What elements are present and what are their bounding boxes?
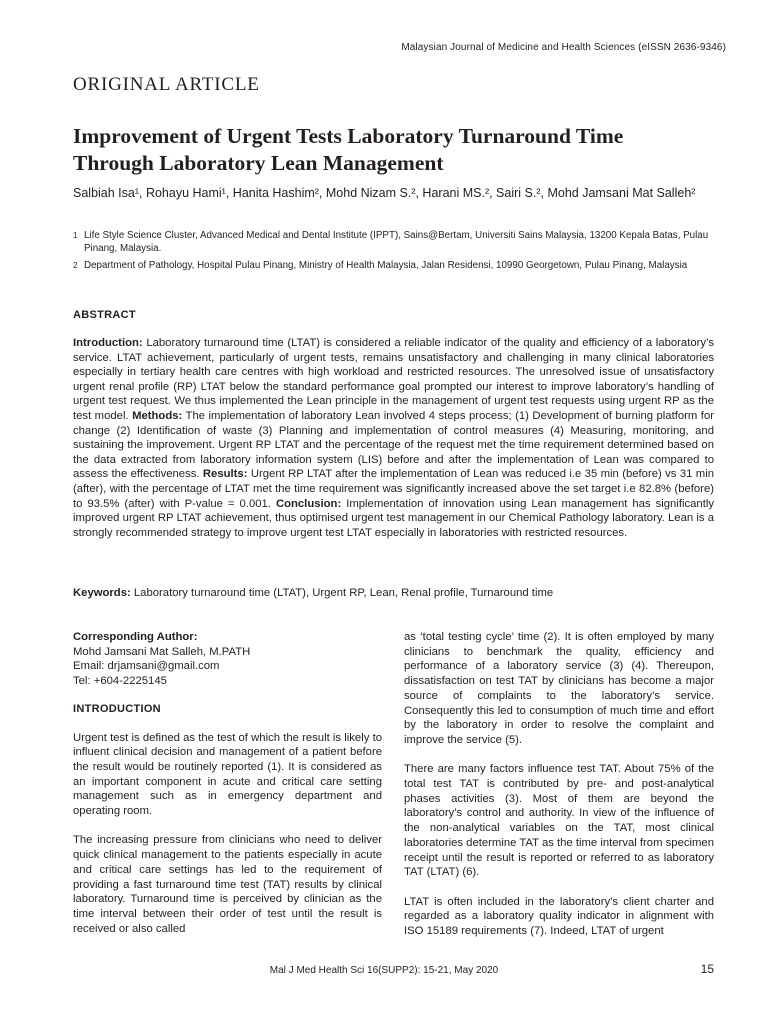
affiliation-number: 1 — [73, 231, 78, 240]
intro-paragraph-2: The increasing pressure from clinicians who need to deliver quick clinical management to the patients especially in acute and critical care settings has led to the requirement of providing a fast turnaround time test (TAT) results by clinical laboratory. Turnaround time is perceived by clinician as the time interval between their order of test until the result is received or also called — [73, 834, 382, 935]
methods-label: Methods: — [132, 409, 183, 422]
conclusion-text: Implementation of innovation using Lean management has significantly improved urgent RP LTAT achievement, thus optimised urgent test management in our Chemical Pathology laboratory. Lean is a strongly recommended strategy to improve urgent test LTAT especially in laboratories with restricted resources. — [73, 497, 714, 539]
affiliation-number: 2 — [73, 261, 78, 270]
page-number: 15 — [700, 962, 714, 976]
corresponding-email: Email: drjamsani@gmail.com — [73, 660, 220, 673]
article-type: ORIGINAL ARTICLE — [73, 74, 260, 95]
corresponding-phone: Tel: +604-2225145 — [73, 675, 167, 688]
article-title — [73, 123, 718, 177]
intro-paragraph-5: LTAT is often included in the laboratory’s client charter and regarded as a laboratory quality indicator in alignment with ISO 15189 requirements (7). Indeed, LTAT of urgent — [404, 895, 714, 938]
corresponding-heading: Corresponding Author: — [73, 631, 198, 643]
intro-paragraph-1: Urgent test is defined as the test of which the result is likely to influent clinical decision and management of a patient before the result would be routinely reported (1). It is considered as an important component in acute and critical care setting management such as in emergency department and operating room. — [73, 731, 382, 818]
affiliations — [73, 229, 718, 276]
abstract-body — [73, 336, 714, 540]
title-line-1: Improvement of Urgent Tests Laboratory Turnaround Time — [73, 124, 624, 148]
corresponding-name: Mohd Jamsani Mat Salleh, M.PATH — [73, 645, 251, 658]
right-column — [404, 630, 714, 953]
abstract-heading: ABSTRACT — [73, 309, 136, 321]
keywords-label: Keywords: — [73, 587, 131, 599]
intro-paragraph-3: as ‘total testing cycle’ time (2). It is often employed by many clinicians to benchmark the quality, efficiency and performance of a laboratory service (3) (4). Thereupon, dissatisfaction on test TAT by clinicians has become a major source of complaints to the laboratory’s service. Consequently this led to consumption of much time and effort by the laboratory in order to resolve the complaint and improve the service (5). — [404, 631, 714, 746]
keywords — [73, 586, 714, 600]
left-column — [73, 630, 382, 951]
affiliation-2 — [73, 259, 718, 272]
affiliation-text: Department of Pathology, Hospital Pulau Pinang, Ministry of Health Malaysia, Jalan Residensi, 10990 Georgetown, Pulau Pinang, Malaysia — [84, 260, 688, 271]
journal-header: Malaysian Journal of Medicine and Health Sciences (eISSN 2636-9346) — [401, 42, 726, 53]
intro-text: Laboratory turnaround time (LTAT) is considered a reliable indicator of the quality and efficiency of a laboratory’s service. LTAT achievement, particularly of urgent tests, remains unsatisfactory and challenging in many clinical laboratories especially in tertiary health care centres with high workload and restricted resources. The unresolved issue of unsatisfactory urgent renal profile (RP) LTAT below the standard performance goal prompted our interest to improve laboratory’s handling of urgent test request. We thus implemented the Lean principle in the management of urgent test requests using urgent RP as the test model. — [73, 337, 714, 422]
introduction-heading: INTRODUCTION — [73, 702, 161, 715]
intro-label: Introduction: — [73, 337, 143, 349]
results-text: Urgent RP LTAT after the implementation of Lean was reduced i.e 35 min (before) vs 31 min (after), with the percentage of LTAT met the time requirement was significantly increased above the set target i.e 82.8% (before) to 93.5% (after) with P-value = 0.001. — [73, 468, 714, 510]
footer-citation: Mal J Med Health Sci 16(SUPP2): 15-21, May 2020 — [269, 965, 499, 976]
methods-text: The implementation of laboratory Lean involved 4 steps process; (1) Development of burning platform for change (2) Identification of waste (3) Planning and implementation of control measures (4) Measuring, monitoring, and sustaining the improvement. Urgent RP LTAT and the percentage of the request met the time requirement determined based on the data extracted from laboratory information system (LIS) before and after the implementation of Lean was compared to assess the effectiveness. — [73, 409, 714, 481]
results-label: Results: — [202, 468, 248, 481]
author-list: Salbiah Isa¹, Rohayu Hami¹, Hanita Hashim², Mohd Nizam S.², Harani MS.², Sairi S.², Mohd Jamsani Mat Salleh² — [73, 186, 696, 200]
conclusion-label: Conclusion: — [275, 497, 342, 510]
affiliation-text: Life Style Science Cluster, Advanced Medical and Dental Institute (IPPT), Sains@Bertam, Universiti Sains Malaysia, 13200 Kepala Batas, Pulau Pinang, Malaysia. — [84, 230, 709, 254]
keywords-text: Laboratory turnaround time (LTAT), Urgent RP, Lean, Renal profile, Turnaround time — [130, 587, 554, 599]
affiliation-1 — [73, 229, 718, 255]
title-line-2: Through Laboratory Lean Management — [73, 151, 444, 175]
intro-paragraph-4: There are many factors influence test TAT. About 75% of the total test TAT is contributed by pre- and post-analytical phases activities (3). Most of them are beyond the laboratory’s control and authority. In view of the influence of the non-analytical variables on the TAT, most clinical laboratories determine TAT as the time interval from specimen receipt until the result is reported or referred to as laboratory TAT (LTAT) (6). — [404, 763, 714, 879]
